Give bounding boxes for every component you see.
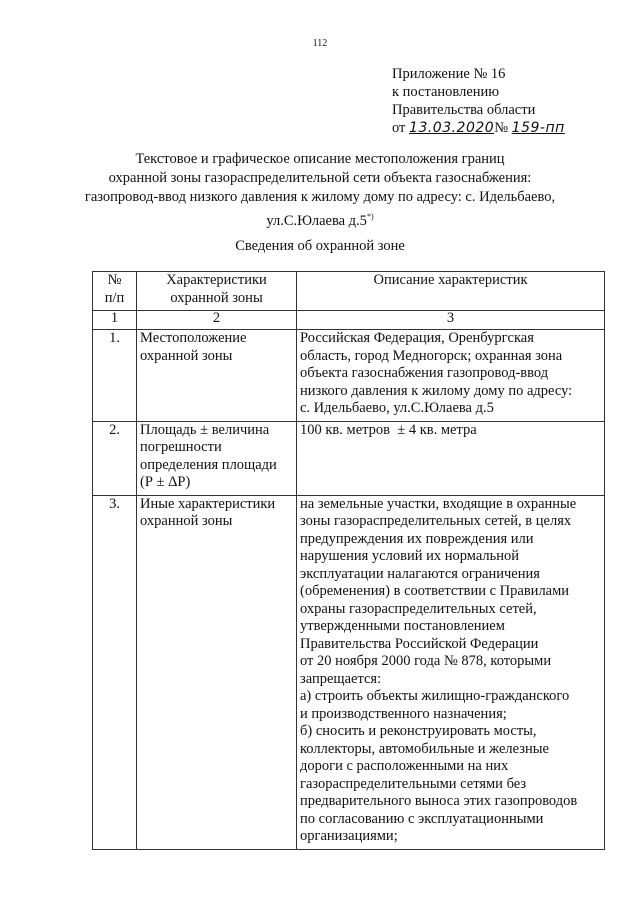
description-line: газораспределительными сетями без (300, 775, 527, 792)
description-line: нарушения условий их нормальной (300, 548, 520, 564)
header-num (93, 272, 137, 311)
col-number-1: 1 (93, 311, 137, 330)
row-description (297, 330, 605, 422)
row-number: 3. (93, 495, 137, 849)
characteristic-line: охранной зоны (140, 347, 233, 364)
row-number: 1. (93, 330, 137, 422)
number-label: № (494, 120, 509, 136)
appendix-line-3: Правительства области (392, 102, 536, 118)
appendix-title: Приложение № 16 (392, 66, 506, 82)
row-description (297, 495, 605, 849)
description-line: предварительного выноса этих газопроводов (300, 793, 578, 809)
description-line: по согласованию с эксплуатационными (300, 810, 544, 827)
description-line: Российская Федерация, Оренбургская (300, 330, 534, 346)
characteristic-line: Местоположение (140, 330, 247, 346)
appendix-block (392, 65, 565, 137)
col-number-3: 3 (297, 311, 605, 330)
table-row (93, 421, 605, 495)
handwritten-number: 159-пп (511, 120, 565, 136)
title-line-2: охранной зоны газораспределительной сети объекта газоснабжения: (108, 170, 532, 186)
col-number-2: 2 (137, 311, 297, 330)
footnote-mark: *) (366, 212, 374, 221)
table-row (93, 330, 605, 422)
section-subtitle: Сведения об охранной зоне (235, 238, 405, 254)
description-line: дороги с расположенными на них (300, 758, 509, 774)
description-line: низкого давления к жилому дому по адресу: (300, 382, 573, 399)
characteristic-line: Площадь ± величина (140, 421, 270, 438)
description-line: 100 кв. метров ± 4 кв. метра (300, 421, 477, 438)
header-char-line-2: охранной зоны (170, 289, 263, 306)
description-line: область, город Медногорск; охранная зона (300, 347, 563, 364)
header-description: Описание характеристик (297, 272, 605, 311)
description-line: охраны газораспределительных сетей, (300, 600, 537, 617)
description-line: объекта газоснабжения газопровод-ввод (300, 365, 549, 381)
row-description (297, 421, 605, 495)
header-num-line-2: п/п (104, 289, 125, 306)
description-line: утвержденными постановлением (300, 618, 505, 634)
title-line-1: Текстовое и графическое описание местоположения границ (135, 151, 505, 167)
row-characteristic (137, 421, 297, 495)
description-line: запрещается: (300, 670, 382, 687)
characteristic-line: (Р ± ΔР) (140, 474, 191, 490)
description-line: с. Идельбаево, ул.С.Юлаева д.5 (300, 400, 494, 416)
characteristic-line: Иные характеристики (140, 495, 276, 512)
characteristic-line: охранной зоны (140, 513, 233, 529)
row-characteristic (137, 495, 297, 849)
title-line-4-wrap (50, 207, 590, 231)
description-line: на земельные участки, входящие в охранные (300, 495, 577, 512)
description-line: (обременения) в соответствии с Правилами (300, 583, 570, 599)
description-line: от 20 ноября 2000 года № 878, которыми (300, 653, 552, 669)
header-characteristics (137, 272, 297, 311)
appendix-date-line (392, 119, 565, 137)
description-line: предупреждения их повреждения или (300, 530, 534, 547)
document-title (50, 150, 590, 231)
table-row (93, 495, 605, 849)
handwritten-date: 13.03.2020 (409, 120, 495, 136)
title-line-3: газопровод-ввод низкого давления к жилому дому по адресу: с. Идельбаево, (84, 189, 556, 205)
description-line: а) строить объекты жилищно-гражданского (300, 688, 570, 704)
characteristic-line: определения площади (140, 456, 277, 473)
description-line: б) сносить и реконструировать мосты, (300, 723, 537, 739)
appendix-line-2: к постановлению (392, 84, 500, 100)
row-characteristic (137, 330, 297, 422)
description-line: организациями; (300, 828, 398, 844)
row-number: 2. (93, 421, 137, 495)
description-line: эксплуатации налагаются ограничения (300, 565, 540, 582)
protection-zone-table (92, 271, 605, 850)
characteristic-line: погрешности (140, 439, 222, 455)
page-number: 112 (312, 38, 328, 49)
description-line: зоны газораспределительных сетей, в целях (300, 513, 572, 529)
description-line: коллекторы, автомобильные и железные (300, 740, 549, 757)
description-line: Правительства Российской Федерации (300, 635, 539, 652)
table-header-row (93, 272, 605, 311)
header-num-line-1: № (107, 272, 122, 288)
column-number-row (93, 311, 605, 330)
from-label: от (392, 120, 406, 136)
description-line: и производственного назначения; (300, 705, 507, 722)
title-line-4: ул.С.Юлаева д.5 (266, 212, 367, 229)
header-char-line-1: Характеристики (166, 272, 267, 288)
